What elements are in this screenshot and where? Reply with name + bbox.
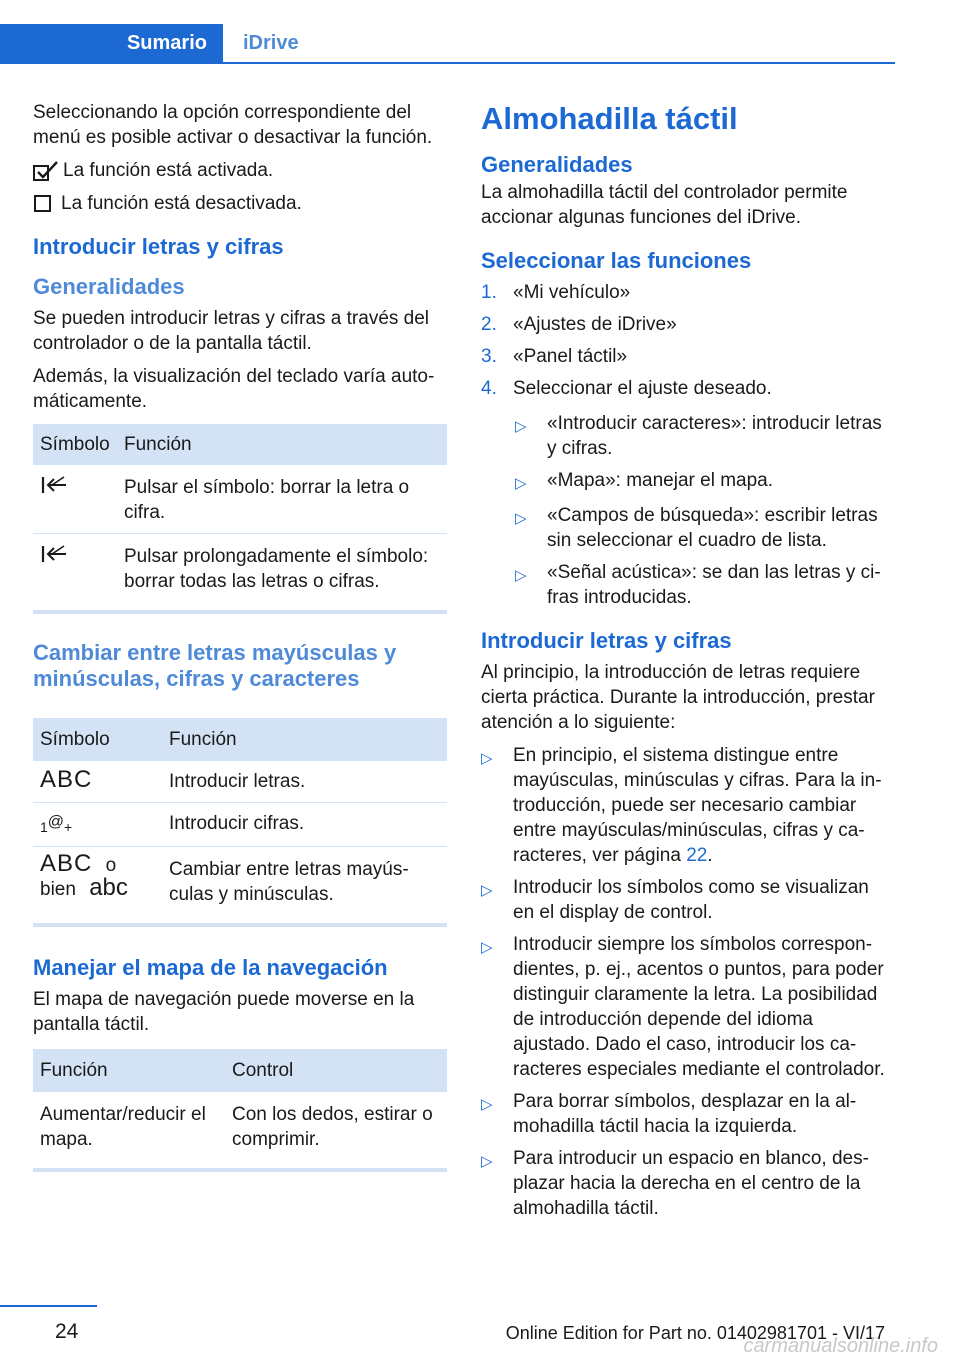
list-item: ▷ «Mapa»: manejar el mapa.	[515, 468, 895, 496]
triangle-bullet-icon: ▷	[481, 1096, 493, 1113]
touchpad-paragraph: La almohadilla táctil del controlador permite accionar algunas funciones del iDrive.	[481, 182, 848, 228]
page-title: Almohadilla táctil	[481, 101, 738, 136]
check-off-line	[33, 191, 447, 216]
options-list	[515, 411, 895, 610]
table-header-symbol: Símbolo	[33, 424, 117, 465]
list-item: ▷ Para introducir un espacio en blanco, desplazar hacia la derecha en el centro de la almohadilla táctil.	[481, 1148, 869, 1219]
triangle-bullet-icon: ▷	[481, 1153, 493, 1170]
intro-paragraph: Seleccionando la opción correspondiente del menú es posible activar o desactivar la función.	[33, 102, 433, 148]
list-item: 1. «Mi vehículo»	[481, 282, 631, 303]
table-row	[33, 803, 447, 847]
triangle-bullet-icon: ▷	[515, 475, 527, 492]
section-title-introducir-right: Introducir letras y cifras	[481, 628, 732, 653]
table-header-control: Control	[225, 1049, 447, 1092]
subsection-cambiar: Cambiar entre letras mayúsculas y minúsculas, cifras y caracteres	[33, 640, 397, 691]
gen-paragraph-2: Además, la visualización del teclado varía automáticamente.	[33, 366, 435, 412]
table-row: ABC o bien abc Cambiar entre letras mayúsculas y minúsculas.	[33, 846, 447, 925]
section-title-introducir: Introducir letras y cifras	[33, 234, 284, 259]
intro-right-paragraph: Al principio, la introducción de letras requiere cierta práctica. Durante la introducción, prestar atención a lo siguiente:	[481, 662, 875, 733]
table-header-symbol: Símbolo	[33, 718, 162, 761]
right-column	[481, 100, 895, 1228]
table-row	[33, 1092, 447, 1170]
table-cell-function: Introducir letras.	[162, 761, 447, 803]
table-header-function: Función	[162, 718, 447, 761]
tab-idrive[interactable]: iDrive	[243, 31, 299, 54]
tips-list	[481, 743, 895, 1221]
backspace-icon	[40, 548, 70, 569]
checkbox-checked-icon	[33, 160, 63, 182]
numbers-symbols-icon: 1@+	[40, 813, 73, 835]
subsection-generalidades-right: Generalidades	[481, 152, 633, 177]
watermark: carmanualsonline.info	[743, 1335, 938, 1357]
table-cell-function: Cambiar entre letras mayúsculas y minúsculas.	[162, 846, 447, 925]
triangle-bullet-icon: ▷	[481, 939, 493, 956]
triangle-bullet-icon: ▷	[515, 510, 527, 527]
table-row	[33, 761, 447, 803]
triangle-bullet-icon: ▷	[481, 882, 493, 899]
list-item: 2. «Ajustes de iDrive»	[481, 314, 677, 335]
list-item: ▷ Para borrar símbolos, desplazar en la almohadilla táctil hacia la izquierda.	[481, 1091, 857, 1137]
left-column	[33, 100, 447, 1176]
page-link-22[interactable]: 22	[686, 845, 708, 866]
table-cell-function: Aumentar/reducir el mapa.	[33, 1092, 225, 1170]
map-table	[33, 1049, 447, 1172]
table-row	[33, 465, 447, 534]
check-on-text: La función está activada.	[63, 160, 274, 181]
list-item: ▷ Introducir siempre los símbolos correspondientes, p. ej., acentos o puntos, para poder distinguir claramente la letra. La posibilidad de introducción depende del idioma ajustado. Dado el caso, introducir los caracteres especiales mediante el controlador.	[481, 934, 885, 1080]
table-cell-function: Pulsar el símbolo: borrar la letra o cifra.	[117, 465, 447, 534]
table-cell-function: Introducir cifras.	[162, 803, 447, 847]
table-row	[33, 534, 447, 613]
triangle-bullet-icon: ▷	[481, 750, 493, 767]
list-item: ▷ Introducir los símbolos como se visualizan en el display de control.	[481, 877, 869, 923]
list-item: ▷ En principio, el sistema distingue entre mayúsculas, minúsculas y cifras. Para la introducción, puede ser necesario cambiar entre mayúsculas/minúsculas, cifras y caracteres, ver página 22.	[481, 745, 882, 866]
abc-uppercase-icon: ABC	[40, 766, 93, 793]
abc-lowercase-icon: abc	[89, 873, 128, 901]
table-header-function: Función	[33, 1049, 225, 1092]
list-item: ▷ «Campos de búsqueda»: escribir letras sin seleccionar el cuadro de lista.	[515, 505, 878, 551]
section-title-mapa: Manejar el mapa de la navegación	[33, 954, 388, 980]
check-on-line	[33, 158, 447, 183]
switch-table	[33, 718, 447, 927]
checkbox-empty-icon	[33, 194, 61, 214]
steps-list	[481, 280, 895, 401]
backspace-icon	[40, 479, 70, 500]
list-item: ▷ «Introducir caracteres»: introducir letras y cifras.	[515, 413, 882, 459]
abc-uppercase-icon: ABC	[40, 849, 93, 877]
mapa-paragraph: El mapa de navegación puede moverse en la pantalla táctil.	[33, 988, 415, 1035]
list-item: 3. «Panel táctil»	[481, 346, 628, 367]
symbol-table	[33, 424, 447, 614]
section-title-seleccionar: Seleccionar las funciones	[481, 248, 752, 273]
tab-sumario[interactable]: Sumario	[0, 24, 223, 62]
table-cell-control: Con los dedos, estirar o comprimir.	[225, 1092, 447, 1170]
table-header-function: Función	[117, 424, 447, 465]
header-bar	[0, 24, 895, 64]
triangle-bullet-icon: ▷	[515, 567, 527, 584]
page-number: 24	[55, 1320, 79, 1343]
subsection-generalidades: Generalidades	[33, 274, 185, 299]
list-item: ▷ «Señal acústica»: se dan las letras y cifras introducidas.	[515, 562, 881, 608]
gen-paragraph-1: Se pueden introducir letras y cifras a través del controlador o de la pantalla táctil.	[33, 308, 430, 354]
triangle-bullet-icon: ▷	[515, 418, 527, 435]
list-item: 4. Seleccionar el ajuste deseado.	[481, 378, 772, 399]
table-cell-function: Pulsar prolongadamente el símbolo: borrar todas las letras o cifras.	[117, 534, 447, 613]
edition-text: Online Edition for Part no. 01402981701 - VI/17	[505, 1323, 885, 1343]
footer-divider	[0, 1305, 97, 1307]
check-off-text: La función está desactivada.	[61, 193, 302, 214]
